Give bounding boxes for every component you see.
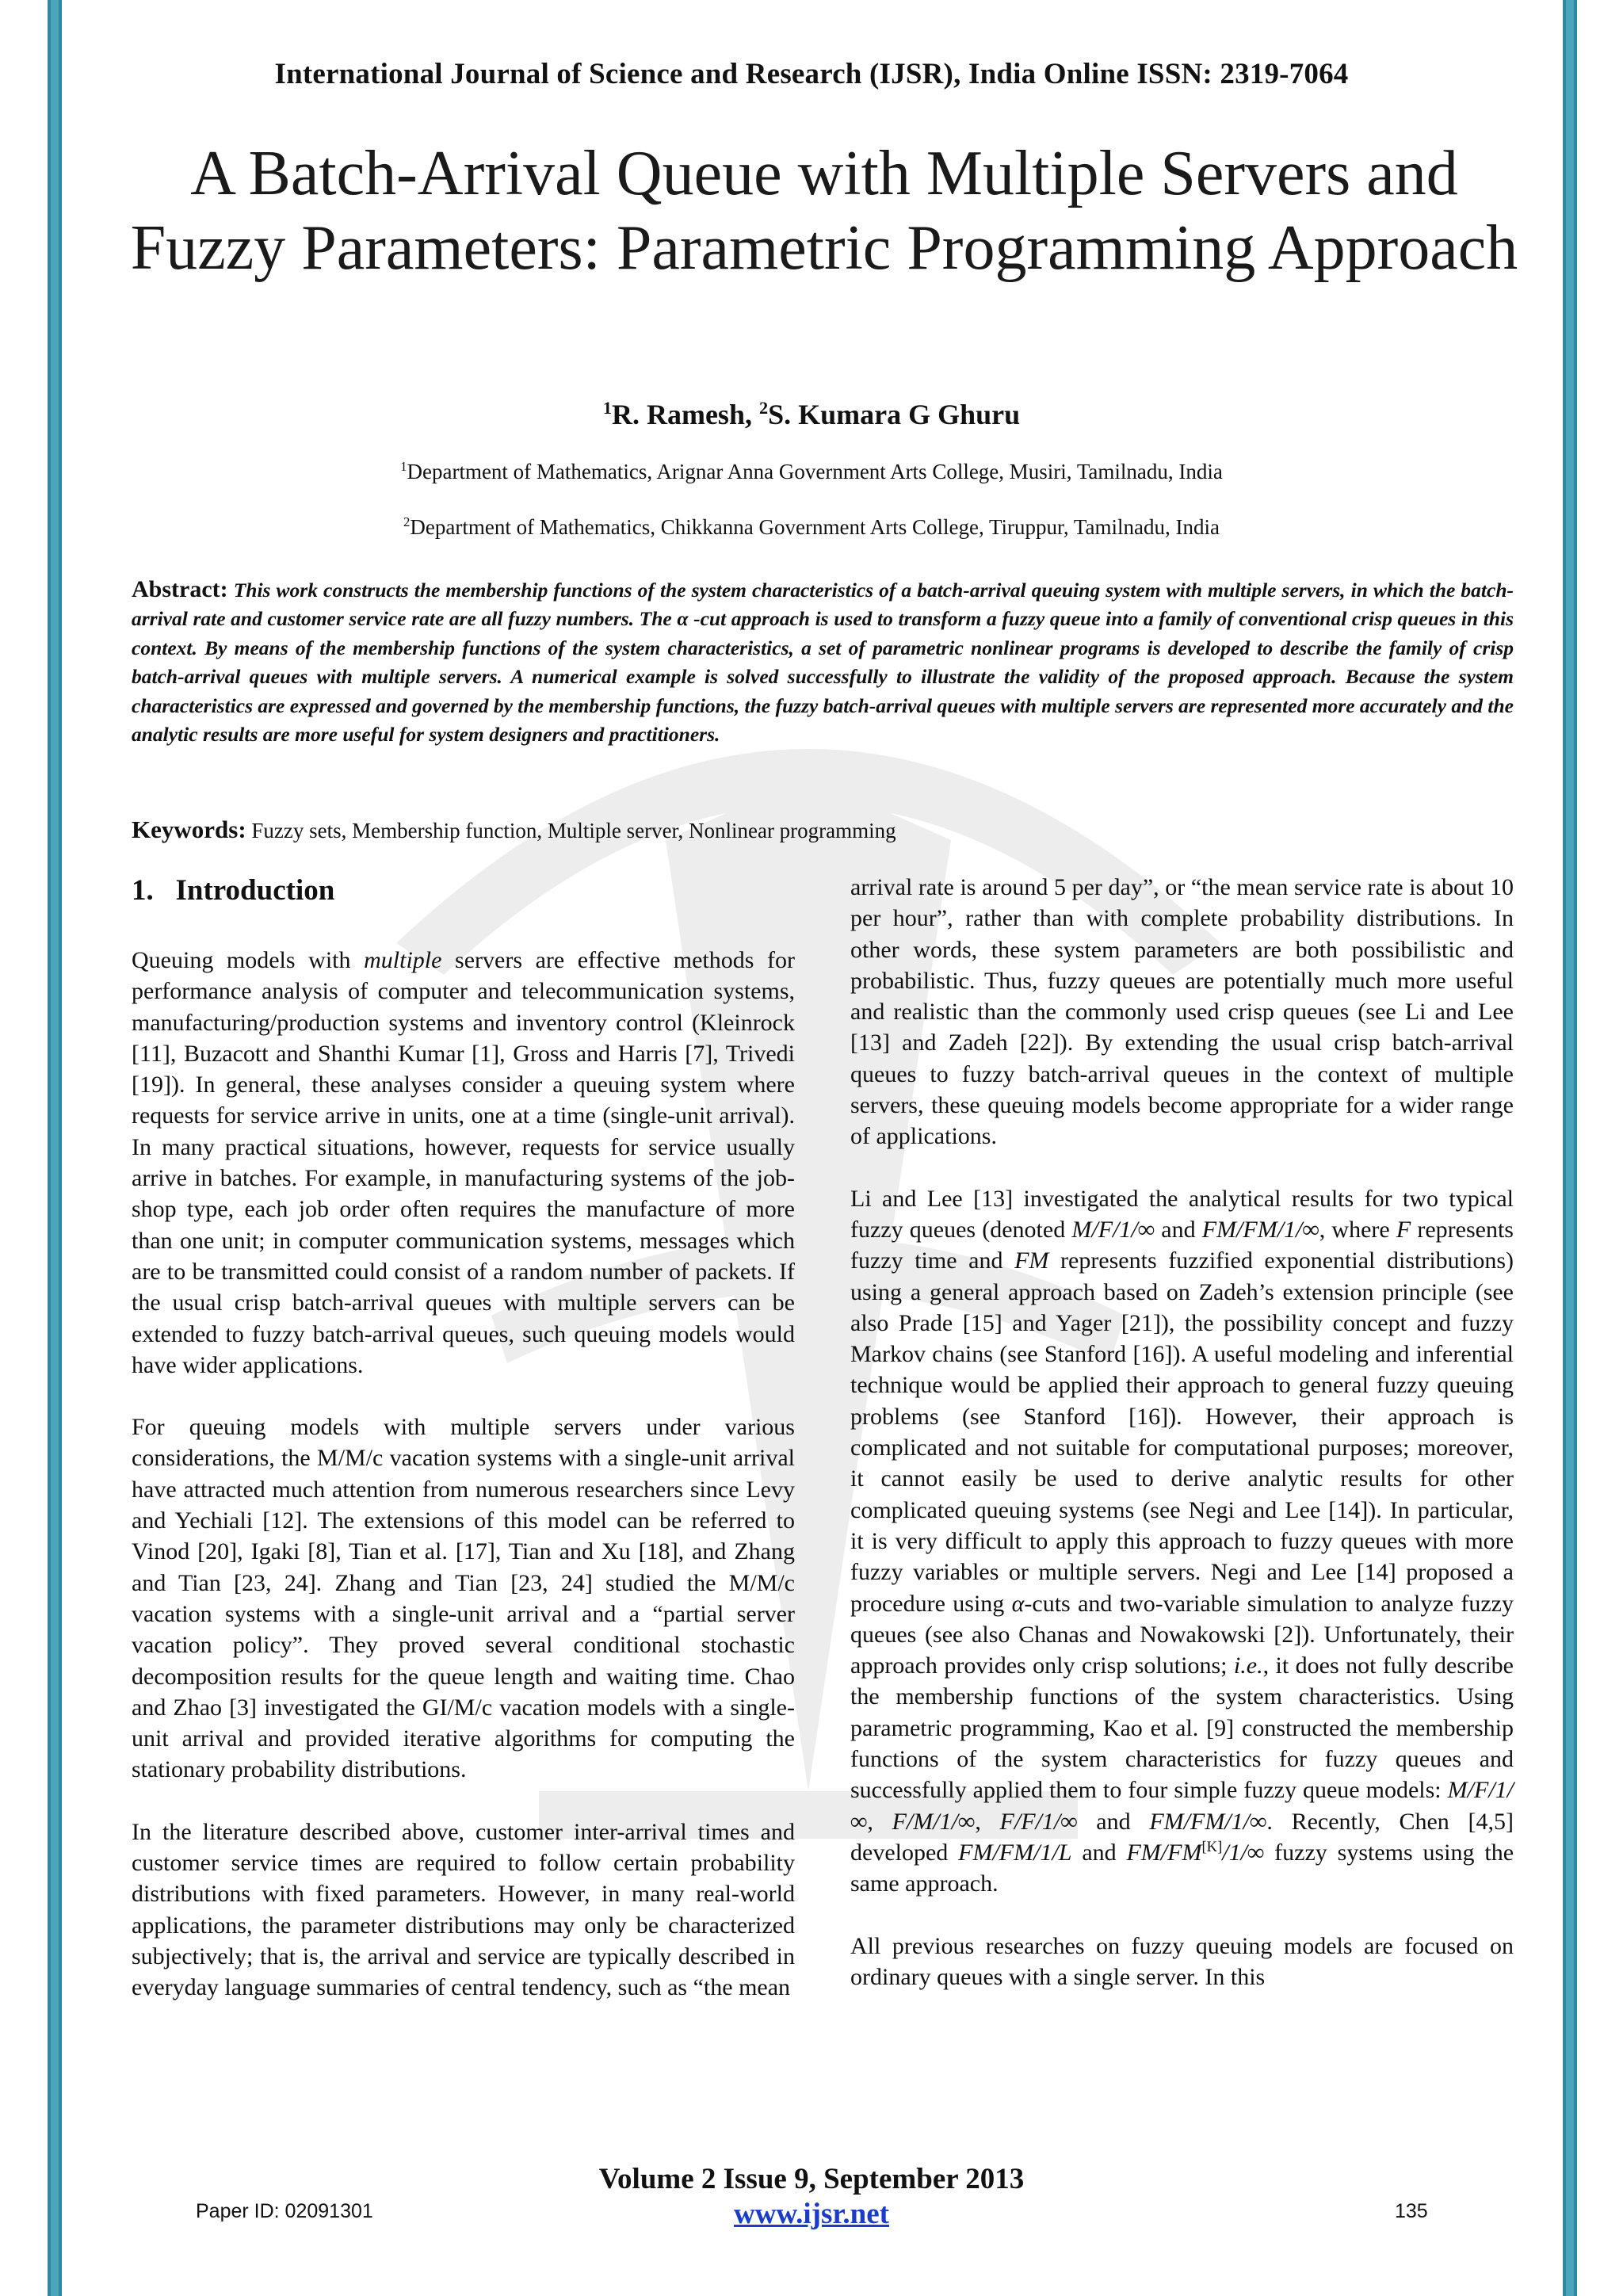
affiliation-2-sup: 2 <box>403 514 411 529</box>
page-number: 135 <box>1395 2200 1428 2222</box>
footer-website-link[interactable]: www.ijsr.net <box>734 2198 889 2230</box>
author-1-name: R. Ramesh, <box>611 399 759 430</box>
affiliation-2 <box>0 515 1623 540</box>
p5-math: M/F/1/∞ <box>850 1777 1514 1835</box>
p5-math: FM/FM/1/L <box>958 1839 1072 1866</box>
left-column <box>132 872 795 2034</box>
paper-id: Paper ID: 02091301 <box>196 2200 373 2222</box>
abstract <box>132 575 1514 749</box>
intro-p1-text-b: servers are effective methods for performance analysis of computer and telecommunication systems, manufacturing/production systems and inventory control (Kleinrock [11], Buzacott and Shanthi Kumar [1], Gross and Harris [7], Trivedi [19]). In general, these analyses consider a queuing system where requests for service arrive in units, one at a time (single-unit arrival). In many practical situations, however, requests for service usually arrive in batches. For example, in manufacturing systems of the job-shop type, each job order often requires the manufacture of more than one unit; in computer communication systems, messages which are to be transmitted could consist of a random number of packets. If the usual crisp batch-arrival queues with multiple servers can be extended to fuzzy batch-arrival queues, such queuing models would have wider applications. <box>132 947 796 1378</box>
p5-math: /1/∞ <box>1222 1839 1265 1866</box>
keywords <box>132 816 1514 844</box>
p5-math: FM/FM <box>1126 1839 1202 1866</box>
section-number: 1. <box>132 874 154 907</box>
author-2-sup: 2 <box>758 398 769 418</box>
affiliation-1-text: Department of Mathematics, Arignar Anna Government Arts College, Musiri, Tamilnadu, India <box>407 460 1223 483</box>
p5-math: α <box>1011 1590 1025 1617</box>
intro-paragraph-3: In the literature described above, customer inter-arrival times and customer service times are required to follow certain probability distributions with fixed parameters. However, in many real-world applications, the parameter distributions may only be characterized subjectively; that is, the arrival and service are typically described in everyday language summaries of central tendency, such as “the mean <box>132 1818 795 2001</box>
p5-text: . Recently, Chen [4,5] developed <box>850 1808 1514 1866</box>
p5-math: F <box>1396 1216 1411 1243</box>
p5-text: , where <box>1319 1216 1396 1243</box>
section-title: Introduction <box>175 874 335 907</box>
intro-paragraph-1 <box>132 945 795 1381</box>
author-2-name: S. Kumara G Ghuru <box>768 399 1021 430</box>
intro-p1-text-a: Queuing models with <box>132 947 365 973</box>
section-heading <box>132 872 795 910</box>
p5-emphasis: i.e. <box>1233 1652 1263 1679</box>
p5-text: , it does not fully describe the membership functions of the system characteristics. Using parametric programming, Kao et al. [9] constructed the membership functions of the system characteristics for fuzzy queues and successfully applied them to four simple fuzzy queue models: <box>850 1652 1514 1804</box>
p5-text: , <box>975 1808 1000 1835</box>
affiliation-1-sup: 1 <box>400 459 407 474</box>
left-margin-bar <box>48 0 62 2296</box>
journal-header: International Journal of Science and Research (IJSR), India Online ISSN: 2319-7064 <box>274 58 1349 90</box>
intro-paragraph-4: arrival rate is around 5 per day”, or “the mean service rate is about 10 per hour”, rather than with complete probability distributions. In other words, these system parameters are both possibilistic and probabilistic. Thus, fuzzy queues are potentially much more useful and realistic than the commonly used crisp queues (see Li and Lee [13] and Zadeh [22]). By extending the usual crisp batch-arrival queues to fuzzy batch-arrival queues in the context of multiple servers, these queuing models become appropriate for a wider range of applications. <box>850 874 1514 1150</box>
keywords-text: Fuzzy sets, Membership function, Multiple server, Nonlinear programming <box>251 819 896 842</box>
p5-text: and <box>1155 1216 1202 1243</box>
keywords-label: Keywords: <box>132 816 246 843</box>
p5-math: M/F/1/∞ <box>1071 1216 1155 1243</box>
abstract-label: Abstract: <box>132 576 228 602</box>
authors <box>0 398 1623 431</box>
affiliation-1 <box>0 460 1623 484</box>
p5-math: FM <box>1014 1247 1049 1274</box>
p5-math-sup: [K] <box>1201 1838 1223 1855</box>
footer-volume: Volume 2 Issue 9, September 2013 <box>598 2163 1025 2195</box>
p5-text: Li and Lee [13] investigated the analytical results for two typical fuzzy queues (denoted <box>850 1185 1514 1243</box>
intro-p1-emphasis: multiple <box>364 947 442 973</box>
intro-paragraph-5 <box>850 1183 1514 1900</box>
p5-math: FM/FM/1/∞ <box>1201 1216 1319 1243</box>
p5-text: and <box>1077 1808 1150 1835</box>
right-column <box>850 872 1514 2023</box>
author-1-sup: 1 <box>602 398 612 418</box>
intro-paragraph-6: All previous researches on fuzzy queuing models are focused on ordinary queues with a single server. In this <box>850 1932 1514 1990</box>
p5-text: , <box>867 1808 892 1835</box>
abstract-text: This work constructs the membership functions of the system characteristics of a batch-arrival queuing system with multiple servers, in which the batch-arrival rate and customer service rate are all fuzzy numbers. The α -cut approach is used to transform a fuzzy queue into a family of conventional crisp queues in this context. By means of the membership functions of the system characteristics, a set of parametric nonlinear programs is developed to describe the family of crisp batch-arrival queues with multiple servers. A numerical example is solved successfully to illustrate the validity of the proposed approach. Because the system characteristics are expressed and governed by the membership functions, the fuzzy batch-arrival queues with multiple servers are represented more accurately and the analytic results are more useful for system designers and practitioners. <box>132 579 1514 747</box>
p5-math: FM/FM/1/∞ <box>1149 1808 1267 1835</box>
p5-text: fuzzy systems using the same approach. <box>850 1839 1514 1897</box>
p5-math: F/F/1/∞ <box>999 1808 1078 1835</box>
paper-title: A Batch-Arrival Queue with Multiple Servers and Fuzzy Parameters: Parametric Programming Approach <box>130 139 1518 283</box>
p5-text: represents fuzzy time and <box>850 1216 1514 1274</box>
p5-text: represents fuzzified exponential distributions) using a general approach based on Zadeh’s extension principle (see also Prade [15] and Yager [21]), the possibility concept and fuzzy Markov chains (see Stanford [16]). A useful modeling and inferential technique would be applied their approach to general fuzzy queuing problems (see Stanford [16]). However, their approach is complicated and not suitable for computational purposes; moreover, it cannot easily be used to derive analytic results for other complicated queuing systems (see Negi and Lee [14]). In particular, it is very difficult to apply this approach to fuzzy queues with more fuzzy variables or multiple servers. Negi and Lee [14] proposed a procedure using <box>850 1247 1514 1617</box>
intro-paragraph-2: For queuing models with multiple servers under various considerations, the M/M/c vacation systems with a single-unit arrival have attracted much attention from numerous researchers since Levy and Yechiali [12]. The extensions of this model can be referred to Vinod [20], Igaki [8], Tian et al. [17], Tian and Xu [18], and Zhang and Tian [23, 24]. Zhang and Tian [23, 24] studied the M/M/c vacation systems with a single-unit arrival and a “partial server vacation policy”. They proved several conditional stochastic decomposition results for the queue length and waiting time. Chao and Zhao [3] investigated the GI/M/c vacation models with a single-unit arrival and provided iterative algorithms for computing the stationary probability distributions. <box>132 1414 795 1783</box>
p5-text: and <box>1071 1839 1127 1866</box>
affiliation-2-text: Department of Mathematics, Chikkanna Government Arts College, Tiruppur, Tamilnadu, India <box>410 515 1220 539</box>
right-margin-bar <box>1563 0 1577 2296</box>
p5-text: -cuts and two-variable simulation to analyze fuzzy queues (see also Chanas and Nowakowski [2]). Unfortunately, their approach provides only crisp solutions; <box>850 1590 1514 1679</box>
p5-math: F/M/1/∞ <box>892 1808 976 1835</box>
